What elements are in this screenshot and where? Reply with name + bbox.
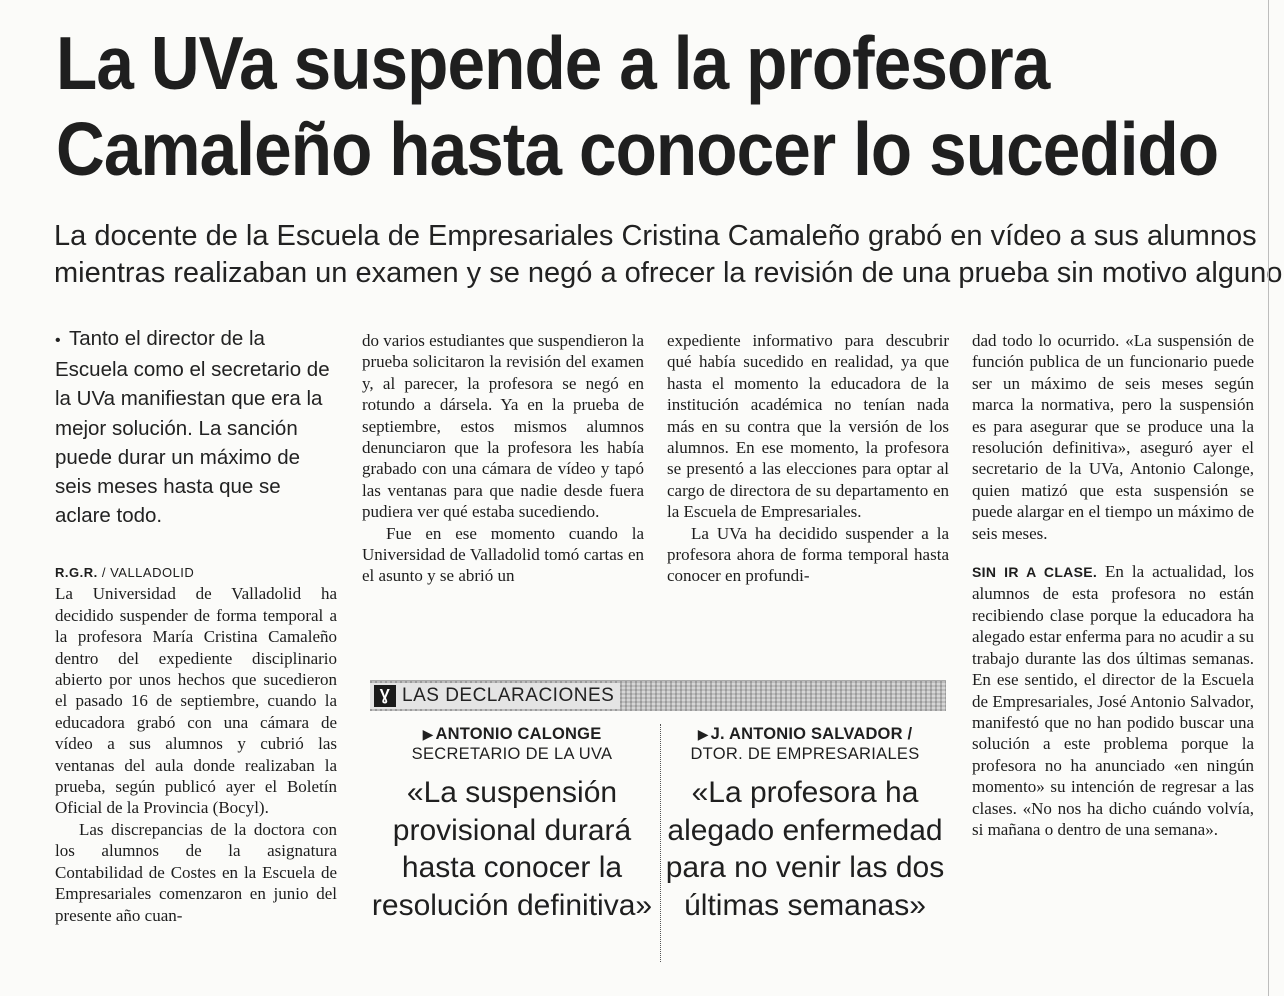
quote-left [367, 724, 657, 924]
divider [660, 724, 661, 962]
paragraph: dad todo lo ocurrido. «La suspensión de función publica de un funcionario puede ser un máximo de seis meses según marca la normativa, pero la suspensión es para asegurar que se produce una la resolución definitiva», aseguró ayer el secretario de la UVa, Antonio Calonge, quien matizó que esta suspensión se puede alargar en el tiempo un máximo de seis meses. [972, 331, 1254, 543]
byline [55, 565, 337, 580]
headline-line-1: La UVa suspende a la profesora [56, 21, 1050, 105]
subheadline-line-1: La docente de la Escuela de Empresariales Cristina Camaleño grabó en vídeo a sus alumnos [54, 220, 1257, 252]
declarations-box [362, 680, 944, 966]
declarations-title [370, 683, 620, 709]
paragraph: expediente informativo para descubrir qué había sucedido en realidad, ya que hasta el momento la educadora de la institución académica no tenían nada más en su contra que la versión de los alumnos. En ese momento, la profesora se presentó a las elecciones para optar al cargo de directora de su departamento en la Escuela de Empresariales. [667, 331, 949, 522]
article-column-1 [55, 324, 337, 926]
highlight-summary [55, 324, 337, 530]
declarations-title-text: LAS DECLARACIONES [402, 685, 615, 706]
quote-right [664, 724, 946, 924]
paragraph: Fue en ese momento cuando la Universidad de Valladolid tomó cartas en el asunto y se abrió un [362, 523, 644, 586]
speaker-role: DTOR. DE EMPRESARIALES [690, 745, 920, 763]
quote-text: «La suspensión provisional durará hasta conocer la resolución definitiva» [371, 776, 653, 922]
section-title: SIN IR A CLASE. [972, 564, 1098, 581]
page-edge [1268, 0, 1273, 996]
byline-initials: R.G.R. [55, 565, 98, 581]
paragraph: Las discrepancias de la doctora con los alumnos de la asignatura Contabilidad de Costes en la Escuela de Empresariales comenzaron en junio del presente año cuan- [55, 819, 337, 925]
article-column-3 [667, 330, 949, 587]
speaker-role: SECRETARIO DE LA UVA [411, 745, 613, 763]
headline [56, 20, 1219, 192]
subheadline [54, 218, 1283, 292]
bullet-icon: • [55, 332, 61, 349]
speaker-name [664, 724, 946, 744]
speaker-name [367, 724, 657, 744]
spacer [972, 544, 1254, 561]
paragraph: La UVa ha decidido suspender a la profesora ahora de forma temporal hasta conocer en profundi- [667, 523, 949, 586]
speaker-name-text: J. ANTONIO SALVADOR / [710, 725, 913, 743]
headline-line-2: Camaleño hasta conocer lo sucedido [56, 107, 1219, 191]
byline-location: / VALLADOLID [97, 565, 195, 581]
play-arrow-icon: ▶ [697, 726, 709, 742]
play-arrow-icon: ▶ [422, 726, 434, 742]
article-column-4 [972, 330, 1254, 840]
paragraph: do varios estudiantes que suspendieron la prueba solicitaron la revisión del examen y, al parecer, la profesora se negó en rotundo a dársela. Ya en la prueba de septiembre, estos mismos alumnos denunciaron que la profesora les había grabado con una cámara de vídeo y tapó las ventanas para que nadie desde fuera pudiera ver qué estaba sucediendo. [362, 331, 644, 522]
quote-text: «La profesora ha alegado enfermedad para no venir las dos últimas semanas» [665, 776, 945, 922]
paragraph: La Universidad de Valladolid ha decidido suspender de forma temporal a la profesora María Cristina Camaleño dentro del expediente disciplinario abierto por unos hechos que sucedieron el pasado 16 de septiembre, cuando la educadora grabó con una cámara de vídeo a sus alumnos y cubrió las ventanas del aula donde realizaban la prueba, según publicó ayer el Boletín Oficial de la Provincia (Bocyl). [55, 584, 337, 818]
highlight-text: Tanto el director de la Escuela como el secretario de la UVa manifiestan que era la mejor solución. La sanción puede durar un máximo de seis meses hasta que se aclare todo. [55, 327, 330, 528]
article-column-2 [362, 330, 644, 587]
declarations-logo-icon: Ɣ [374, 685, 396, 707]
paragraph [972, 561, 1254, 840]
speaker-name-text: ANTONIO CALONGE [435, 725, 602, 743]
section-text: En la actualidad, los alumnos de esta profesora no están recibiendo clase porque la educadora ha alegado estar enferma para no acudir a su trabajo durante las dos últimas semanas. En ese sentido, el director de la Escuela de Empresariales, José Antonio Salvador, manifestó que no han podido buscar una solución a este problema porque la profesora no ha anunciado «en ningún momento» su intención de regresar a las clases. «No nos ha dicho cuándo volvía, si mañana o dentro de una semana». [972, 562, 1255, 839]
subheadline-line-2: mientras realizaban un examen y se negó a ofrecer la revisión de una prueba sin motivo alguno [54, 257, 1283, 289]
